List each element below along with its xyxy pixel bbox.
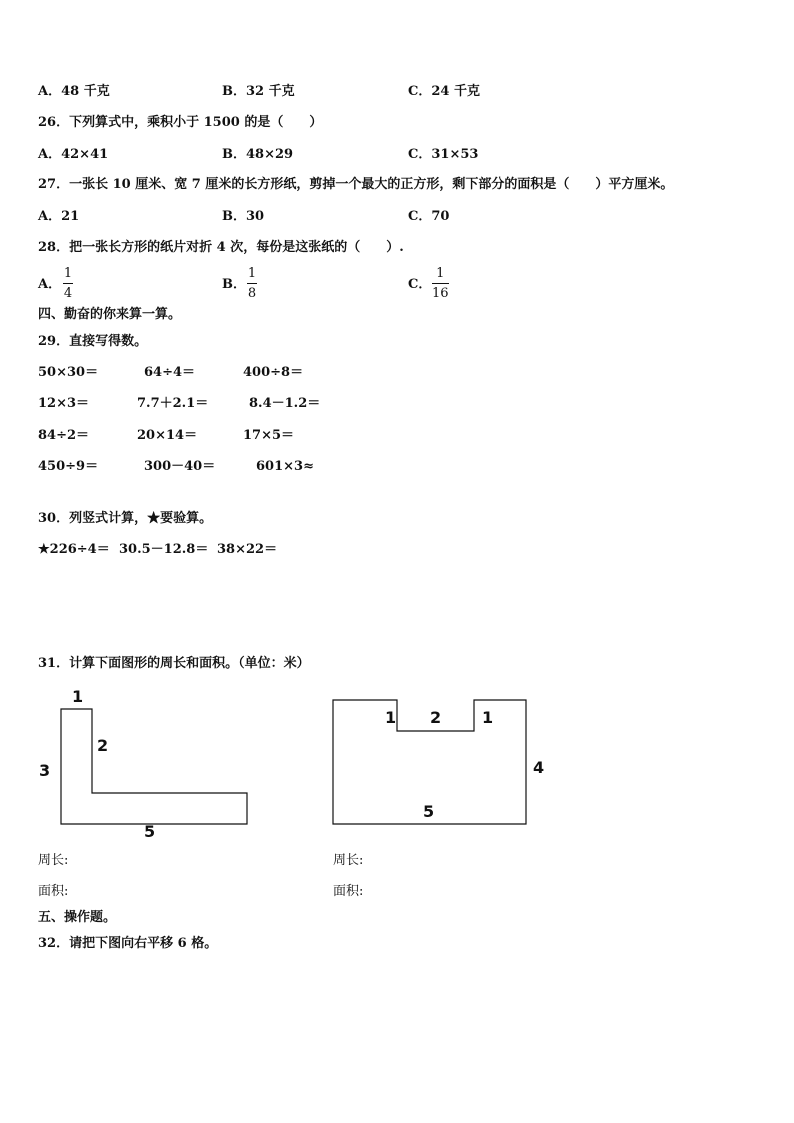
fig1-top-label: 1	[72, 687, 84, 706]
q29-item: 50×30＝	[38, 365, 99, 380]
q28-option-b: B．	[222, 277, 246, 292]
fig2-area-label: 面积:	[333, 884, 364, 899]
fraction-numerator: 1	[247, 266, 257, 281]
fig1-bottom-label: 5	[144, 822, 156, 841]
fraction-numerator: 1	[436, 266, 445, 281]
q27-option-b: B．30	[222, 209, 265, 224]
q27-stem: 27．一张长 10 厘米、宽 7 厘米的长方形纸，剪掉一个最大的正方形，剩下部分的面积是（ ）平方厘米。	[38, 177, 674, 192]
fig2-left-notch-label: 1	[385, 708, 397, 727]
q25-option-c: C．24 千克	[408, 84, 480, 99]
fraction-denominator: 16	[432, 286, 449, 301]
q26-option-b: B．48×29	[222, 147, 294, 162]
q29-item: 8.4－1.2＝	[249, 396, 321, 411]
fig1-inner-label: 2	[97, 736, 109, 755]
q27-option-a: A．21	[38, 209, 80, 224]
section-4-heading: 四、勤奋的你来算一算。	[38, 307, 182, 322]
section-5-heading: 五、操作题。	[38, 910, 117, 925]
q30-stem: 30．列竖式计算，★要验算。	[38, 511, 213, 526]
q28-option-c: C．	[408, 277, 432, 292]
q25-option-a: A．48 千克	[38, 84, 110, 99]
q29-item: 17×5＝	[243, 428, 295, 443]
l-shape-figure	[61, 709, 247, 824]
q30-item: 38×22＝	[217, 542, 278, 557]
q26-stem: 26．下列算式中，乘积小于 1500 的是（ ）	[38, 115, 323, 130]
q29-item: 7.7＋2.1＝	[137, 396, 209, 411]
fig2-right-notch-label: 1	[482, 708, 494, 727]
q31-stem: 31．计算下面图形的周长和面积。（单位：米）	[38, 656, 310, 671]
fraction-numerator: 1	[63, 266, 73, 281]
q29-item: 12×3＝	[38, 396, 90, 411]
q29-item: 20×14＝	[137, 428, 198, 443]
q26-option-c: C．31×53	[408, 147, 479, 162]
fig2-bottom-label: 5	[423, 802, 435, 821]
q29-stem: 29．直接写得数。	[38, 334, 148, 349]
fig2-right-label: 4	[533, 758, 545, 777]
fraction-denominator: 8	[247, 286, 257, 301]
q27-option-c: C．70	[408, 209, 450, 224]
q28-option-a: A．	[38, 277, 62, 292]
q29-item: 300－40＝	[144, 459, 216, 474]
fig1-area-label: 面积:	[38, 884, 69, 899]
q29-item: 64÷4＝	[144, 365, 196, 380]
fraction-denominator: 4	[63, 286, 73, 301]
fig1-perimeter-label: 周长:	[38, 853, 69, 868]
q25-option-b: B．32 千克	[222, 84, 295, 99]
q28-stem: 28．把一张长方形的纸片对折 4 次，每份是这张纸的（ ）.	[38, 240, 404, 255]
q29-item: 601×3≈	[256, 459, 314, 474]
fig2-notch-width-label: 2	[430, 708, 442, 727]
q29-item: 84÷2＝	[38, 428, 90, 443]
q32-stem: 32．请把下图向右平移 6 格。	[38, 936, 218, 951]
fig2-perimeter-label: 周长:	[333, 853, 364, 868]
q29-item: 450÷9＝	[38, 459, 99, 474]
q26-option-a: A．42×41	[38, 147, 109, 162]
fig1-left-label: 3	[39, 761, 51, 780]
q30-item: 30.5－12.8＝	[119, 542, 209, 557]
q29-item: 400÷8＝	[243, 365, 304, 380]
q30-item: ★226÷4＝	[38, 542, 110, 557]
